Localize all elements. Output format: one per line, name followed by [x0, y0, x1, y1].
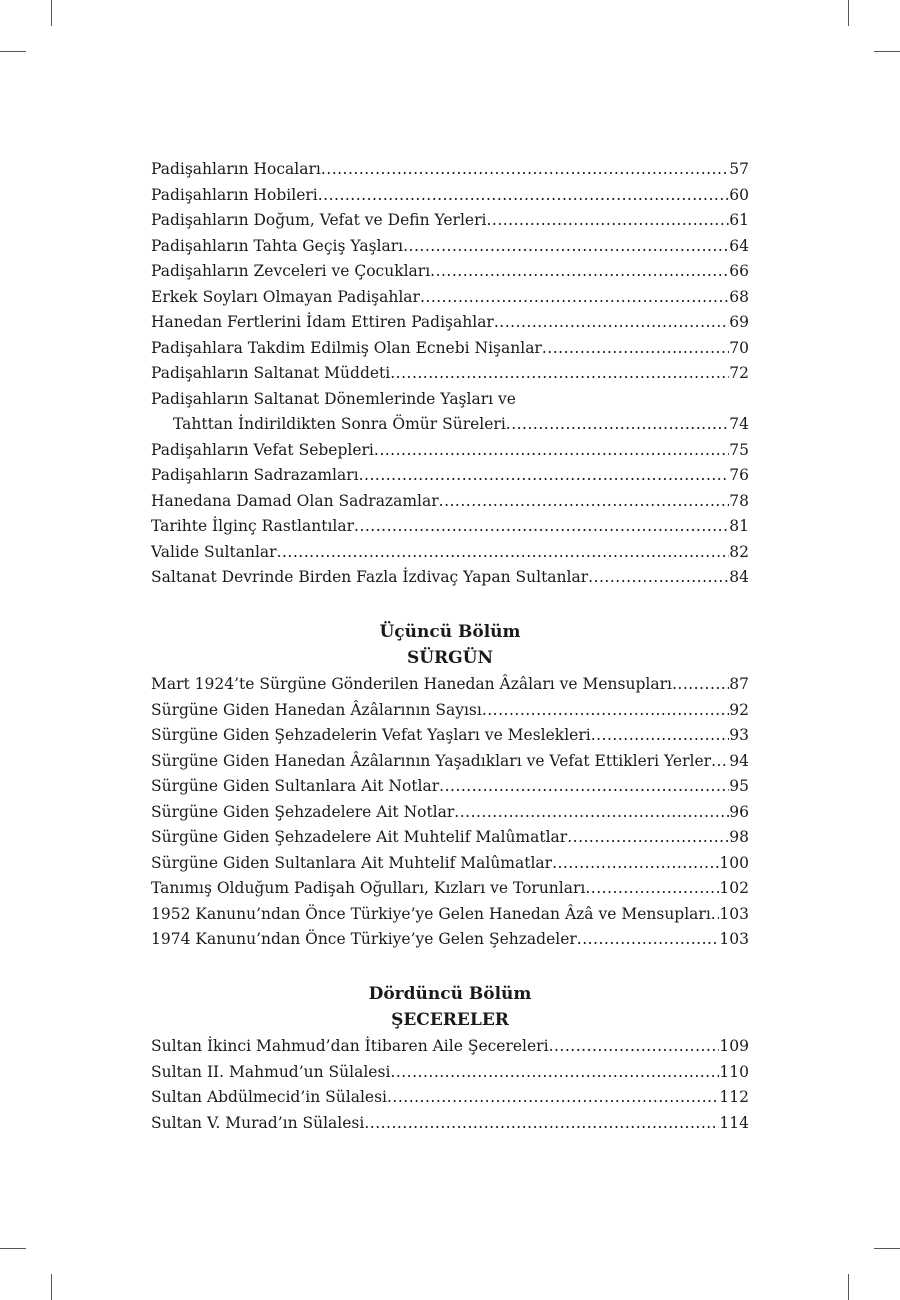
crop-mark-left-bottom [0, 1248, 26, 1249]
toc-entry[interactable]: Tahttan İndirildikten Sonra Ömür Süreleri ..... 74 [151, 412, 749, 438]
toc-entry[interactable]: Padişahların Hobileri ..... 60 [151, 183, 749, 209]
toc-entry[interactable]: Sultan II. Mahmud’un Sülalesi ..... 110 [151, 1060, 749, 1086]
toc-entry[interactable]: Hanedana Damad Olan Sadrazamlar ..... 78 [151, 489, 749, 515]
toc-entry[interactable]: Mart 1924’te Sürgüne Gönderilen Hanedan Âzâları ve Mensupları ..... 87 [151, 672, 749, 698]
toc-entry[interactable]: Erkek Soyları Olmayan Padişahlar ..... 68 [151, 285, 749, 311]
toc-entry[interactable]: Padişahların Zevceleri ve Çocukları ..... 66 [151, 259, 749, 285]
toc-entry[interactable]: Tanımış Olduğum Padişah Oğulları, Kızları ve Torunları ..... 102 [151, 876, 749, 902]
toc-entry[interactable]: 1974 Kanunu’ndan Önce Türkiye’ye Gelen Şehzadeler ..... 103 [151, 927, 749, 953]
toc-entry[interactable]: Padişahların Hocaları ..... 57 [151, 157, 749, 183]
toc-entry[interactable]: Sürgüne Giden Şehzadelere Ait Notlar ..... 96 [151, 800, 749, 826]
toc-entry[interactable]: Padişahların Tahta Geçiş Yaşları ..... 64 [151, 234, 749, 260]
section-heading-part: Üçüncü Bölüm [379, 622, 521, 642]
toc-entry[interactable]: Sürgüne Giden Hanedan Âzâlarının Yaşadıkları ve Vefat Ettikleri Yerler ..... 94 [151, 749, 749, 775]
toc-entry[interactable]: Sürgüne Giden Hanedan Âzâlarının Sayısı ..... 92 [151, 698, 749, 724]
crop-mark-left-top [0, 51, 26, 52]
section-heading-title: SÜRGÜN [406, 648, 494, 668]
toc-entry[interactable]: 1952 Kanunu’ndan Önce Türkiye’ye Gelen Hanedan Âzâ ve Mensupları ..... 103 [151, 902, 749, 928]
toc-entry[interactable]: Valide Sultanlar ..... 82 [151, 540, 749, 566]
toc-entry[interactable]: Sürgüne Giden Şehzadelerin Vefat Yaşları ve Meslekleri ..... 93 [151, 723, 749, 749]
toc-entry[interactable]: Padişahlara Takdim Edilmiş Olan Ecnebi Nişanlar ..... 70 [151, 336, 749, 362]
toc-entry[interactable]: Sürgüne Giden Sultanlara Ait Muhtelif Malûmatlar ..... 100 [151, 851, 749, 877]
crop-mark-top-right [848, 0, 849, 26]
toc-entry[interactable]: Padişahların Saltanat Müddeti ..... 72 [151, 361, 749, 387]
toc-entry[interactable]: Sultan Abdülmecid’in Sülalesi ..... 112 [151, 1085, 749, 1111]
toc-entry[interactable]: Sürgüne Giden Sultanlara Ait Notlar ..... 95 [151, 774, 749, 800]
toc-entry[interactable]: Padişahların Doğum, Vefat ve Defin Yerleri ..... 61 [151, 208, 749, 234]
toc-entry[interactable]: Sultan İkinci Mahmud’dan İtibaren Aile Şecereleri ..... 109 [151, 1034, 749, 1060]
toc-list-secereler [151, 1034, 749, 1136]
section-heading-part: Dördüncü Bölüm [368, 984, 532, 1004]
section-heading-title: ŞECERELER [391, 1010, 509, 1030]
crop-mark-right-top [874, 51, 900, 52]
toc-entry[interactable]: Padişahların Sadrazamları ..... 76 [151, 463, 749, 489]
toc-list-continued [151, 157, 749, 591]
toc-entry[interactable]: Tarihte İlginç Rastlantılar ..... 81 [151, 514, 749, 540]
crop-mark-bottom-left [51, 1274, 52, 1300]
toc-entry[interactable]: Sultan V. Murad’ın Sülalesi ..... 114 [151, 1111, 749, 1137]
toc-list-surgun [151, 672, 749, 953]
toc-entry-first-line: Padişahların Saltanat Dönemlerinde Yaşları ve [151, 389, 516, 408]
toc-entry[interactable]: Hanedan Fertlerini İdam Ettiren Padişahlar ..... 69 [151, 310, 749, 336]
crop-mark-bottom-right [848, 1274, 849, 1300]
toc-entry[interactable]: Saltanat Devrinde Birden Fazla İzdivaç Yapan Sultanlar ..... 84 [151, 565, 749, 591]
toc-entry[interactable]: Sürgüne Giden Şehzadelere Ait Muhtelif Malûmatlar ..... 98 [151, 825, 749, 851]
crop-mark-top-left [51, 0, 52, 26]
toc-entry[interactable]: Padişahların Vefat Sebepleri ..... 75 [151, 438, 749, 464]
crop-mark-right-bottom [874, 1248, 900, 1249]
